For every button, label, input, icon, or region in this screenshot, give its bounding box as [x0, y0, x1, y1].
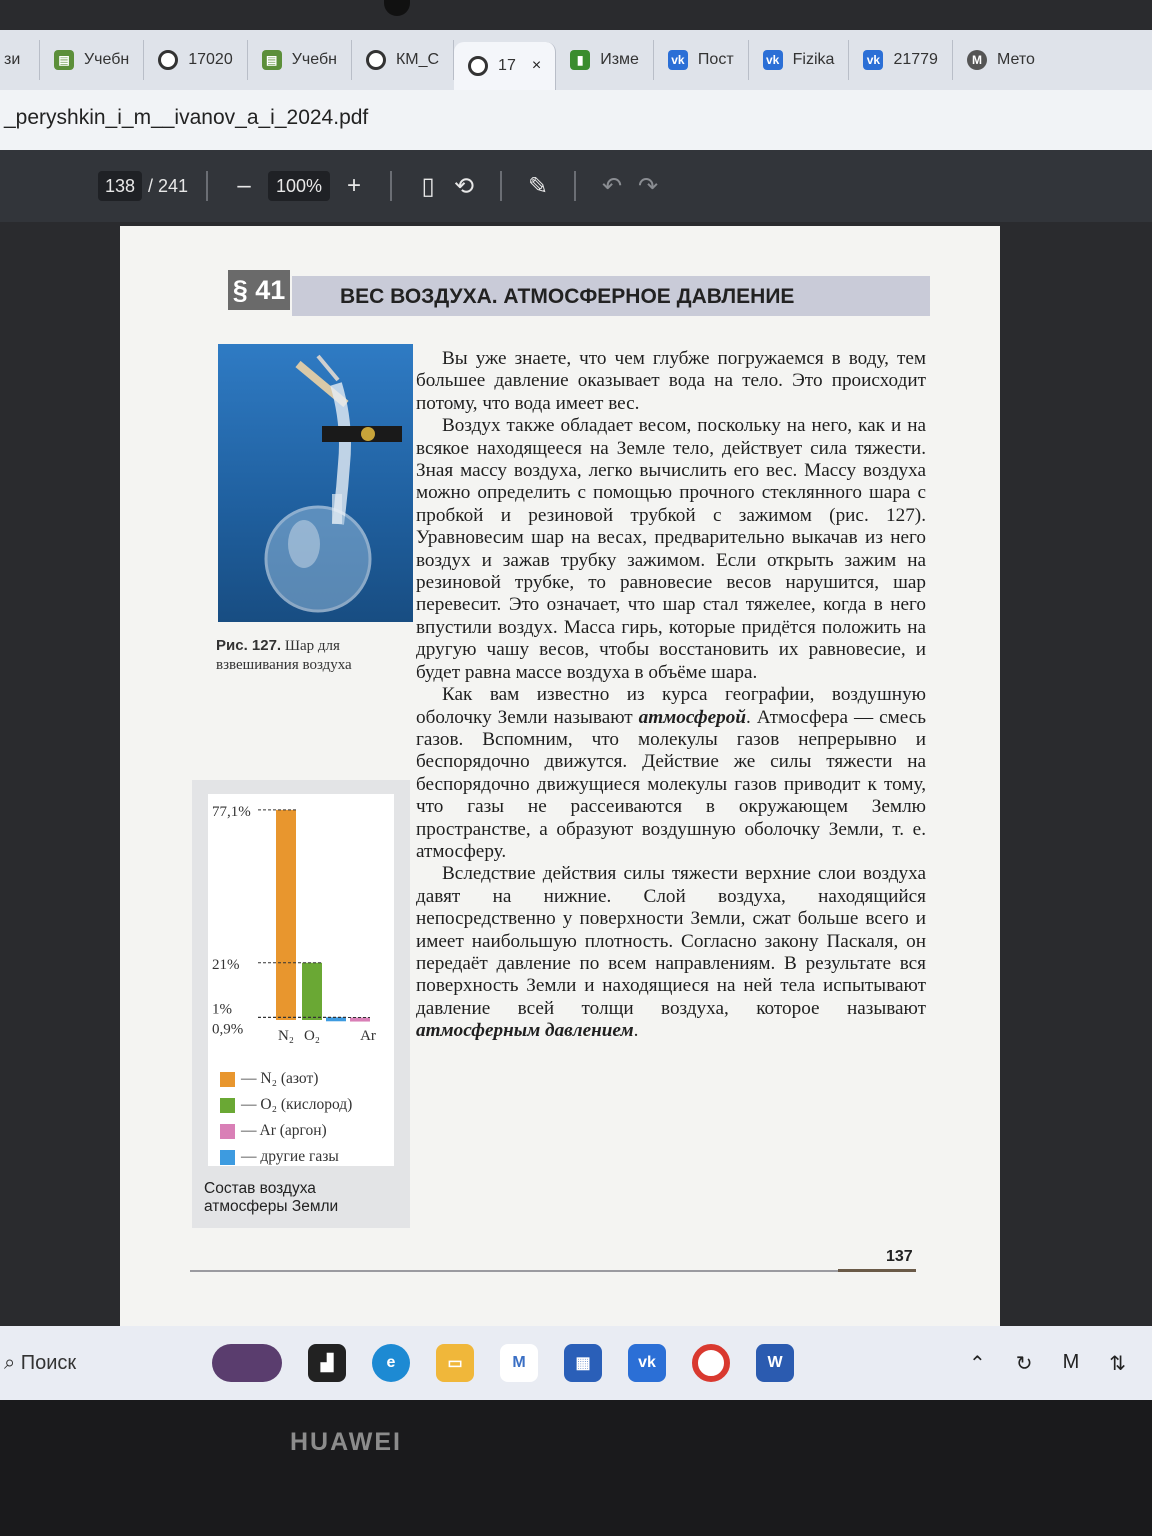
- flask-photo: [218, 344, 413, 622]
- bar-3: [350, 1018, 370, 1022]
- legend-label: — N₂ (азот): [241, 1070, 319, 1087]
- chrome-icon[interactable]: [692, 1344, 730, 1382]
- fit-page-icon[interactable]: ▯: [421, 172, 435, 200]
- system-tray: [969, 1351, 1126, 1376]
- category-label-3: Ar: [360, 1028, 376, 1044]
- vk-icon: vk: [668, 50, 688, 70]
- tab-0-label: зи: [4, 51, 21, 68]
- paragraph-3: [416, 684, 926, 863]
- tab-3-label: Учебн: [291, 51, 337, 68]
- tab-4-label: КМ_С: [395, 51, 440, 68]
- document-title-bar: [0, 90, 1152, 150]
- undo-icon[interactable]: ↶: [601, 172, 623, 200]
- taskbar-apps: [212, 1344, 794, 1382]
- tick-label-3: 0,9%: [212, 1021, 244, 1038]
- vk-icon: vk: [763, 50, 783, 70]
- tab-6[interactable]: [556, 40, 654, 80]
- tab-2-label: 17020: [188, 51, 233, 68]
- tick-label-1: 21%: [212, 956, 240, 973]
- tab-9-label: 21779: [893, 51, 938, 68]
- draw-icon[interactable]: ✎: [527, 172, 549, 200]
- taskbar: [0, 1326, 1152, 1400]
- mm-tray-icon[interactable]: M: [1062, 1350, 1080, 1373]
- legend-swatch-ar: [220, 1124, 235, 1139]
- mm-icon[interactable]: M: [500, 1344, 538, 1382]
- legend-label: — O₂ (кислород): [241, 1096, 353, 1113]
- zoom-out-button[interactable]: –: [237, 172, 251, 199]
- category-label-0: N₂: [277, 1028, 295, 1044]
- tab-6-label: Изме: [600, 51, 639, 68]
- toolbar-divider: [206, 171, 208, 201]
- tab-3[interactable]: [248, 40, 352, 80]
- tab-5-label: 17: [498, 57, 516, 74]
- globe-icon: [366, 50, 386, 70]
- book-icon: ▤: [262, 50, 282, 70]
- tab-5-active[interactable]: [454, 42, 556, 90]
- device-brand: HUAWEI: [290, 1428, 402, 1456]
- tab-1[interactable]: [40, 40, 144, 80]
- chevron-up-icon[interactable]: ⌃: [969, 1352, 986, 1375]
- vk-app-icon[interactable]: vk: [628, 1344, 666, 1382]
- chart-caption: Состав воздуха атмосферы Земли: [204, 1180, 339, 1215]
- tab-7[interactable]: [654, 40, 749, 80]
- settings-icon[interactable]: ⇅: [1109, 1352, 1126, 1375]
- browser-tab-strip: [0, 30, 1152, 90]
- tick-label-2: 1%: [212, 1001, 232, 1018]
- search-label: Поиск: [20, 1351, 77, 1374]
- tab-10[interactable]: [953, 40, 1049, 80]
- figure-caption-text: Шар для взвешивания воздуха: [216, 638, 352, 673]
- figure-caption-label: Рис. 127.: [216, 637, 282, 654]
- tab-8-label: Fizika: [792, 51, 835, 68]
- legend-item: [220, 1066, 352, 1092]
- tab-8[interactable]: [749, 40, 850, 80]
- vk-icon: vk: [863, 50, 883, 70]
- paragraph-2: Воздух также обладает весом, поскольку на него, как и на всякое находящееся на Земле тело, действует сила тяжести. Зная массу воздуха, легко вычислить его вес. Массу воздуха можно определить с помощью прочного стеклянного шара с пробкой и резиновой трубкой с зажимом (рис. 127). Уравновесим шар на весах, предварительно выкачав из него воздух и зажав трубку зажимом. Если открыть зажим на резиновой трубке, то равновесие весов нарушится, шар перевесит. Это означает, что шар стал тяжелее, когда в него впустили воздух. Масса гирь, которые придётся положить на другую чашу весов, чтобы восстановить их равновесие, и будет равна массе воздуха в объёме шара.: [416, 415, 926, 683]
- tab-7-label: Пост: [697, 51, 734, 68]
- redo-icon[interactable]: ↷: [637, 172, 659, 200]
- paragraph-1: Вы уже знаете, что чем глубже погружаемся в воду, тем большее давление оказывает вода на тело. Это происходит потому, что вода имеет вес.: [416, 348, 926, 414]
- legend-item: [220, 1144, 352, 1170]
- page-number-input[interactable]: 138: [98, 171, 142, 201]
- section-header: [228, 270, 930, 330]
- figure-caption: [216, 636, 416, 675]
- store-icon[interactable]: ▦: [564, 1344, 602, 1382]
- tab-2[interactable]: [144, 40, 248, 80]
- legend-swatch-o2: [220, 1098, 235, 1113]
- pdf-toolbar: [0, 150, 1152, 222]
- legend-swatch-other: [220, 1150, 235, 1165]
- flask-illustration: [218, 344, 413, 622]
- close-tab-icon[interactable]: ×: [531, 57, 542, 74]
- toolbar-divider: [574, 171, 576, 201]
- rotate-icon[interactable]: ⟲: [453, 172, 475, 200]
- bar-0: [276, 810, 296, 1020]
- globe-icon: [158, 50, 178, 70]
- main-text: [416, 348, 926, 1043]
- page-total: / 241: [148, 175, 189, 196]
- page-number: 137: [886, 1248, 913, 1265]
- zoom-level-input[interactable]: 100%: [268, 171, 330, 201]
- word-icon[interactable]: W: [756, 1344, 794, 1382]
- air-composition-chart: [208, 794, 394, 1054]
- paragraph-4: [416, 863, 926, 1042]
- legend-swatch-n2: [220, 1072, 235, 1087]
- legend-label: — другие газы: [241, 1148, 339, 1165]
- widgets-icon[interactable]: [212, 1344, 282, 1382]
- search-icon: ⌕: [4, 1351, 16, 1374]
- tab-1-label: Учебн: [84, 51, 130, 68]
- p4-text-b: .: [633, 1020, 639, 1042]
- legend-label: — Ar (аргон): [241, 1122, 327, 1139]
- tab-0[interactable]: [0, 40, 40, 80]
- chart-legend: [220, 1066, 352, 1170]
- p4-text-a: Вследствие действия силы тяжести верхние слои воздуха давят на нижние. Слой воздуха, находящийся непосредственно у поверхности Земли, сжат больше всего и имеет наибольшую плотность. Согласно закону Паскаля, он передаёт давление по всем направлениям. В результате вся поверхность Земли и находящиеся на ней тела испытывают давление всей толщи воздуха, которое называют: [416, 863, 926, 1019]
- terminal-icon[interactable]: ▟: [308, 1344, 346, 1382]
- p3-text-a: Как вам известно из курса географии, воздушную оболочку Земли называют: [416, 684, 926, 728]
- air-composition-figure: [192, 780, 410, 1228]
- page-footer-line: [190, 1270, 838, 1272]
- explorer-icon[interactable]: ▭: [436, 1344, 474, 1382]
- taskbar-search[interactable]: [0, 1352, 200, 1375]
- tab-4[interactable]: [352, 40, 454, 80]
- bar-1: [302, 963, 322, 1020]
- tab-10-label: Мето: [996, 51, 1035, 68]
- zoom-in-button[interactable]: +: [347, 172, 362, 199]
- camera: [384, 0, 410, 16]
- category-label-1: O₂: [303, 1028, 321, 1044]
- toolbar-divider: [390, 171, 392, 201]
- chart-area: [208, 794, 394, 1166]
- sheet-icon: ▮: [570, 50, 590, 70]
- metodist-icon: M: [967, 50, 987, 70]
- term-atmospheric-pressure: атмосферным давлением: [416, 1020, 634, 1042]
- toolbar-divider: [500, 171, 502, 201]
- edge-icon[interactable]: e: [372, 1344, 410, 1382]
- document-title: _peryshkin_i_m__ivanov_a_i_2024.pdf: [4, 106, 369, 129]
- pdf-page: [120, 226, 1000, 1326]
- legend-item: [220, 1092, 352, 1118]
- section-title: ВЕС ВОЗДУХА. АТМОСФЕРНОЕ ДАВЛЕНИЕ: [292, 276, 930, 316]
- section-number: § 41: [228, 270, 290, 310]
- term-atmosphere: атмосферой: [638, 706, 747, 728]
- tab-9[interactable]: [849, 40, 953, 80]
- legend-item: [220, 1118, 352, 1144]
- book-icon: ▤: [54, 50, 74, 70]
- sync-icon[interactable]: ↻: [1015, 1352, 1033, 1375]
- page-footer-accent: [838, 1269, 916, 1272]
- p3-text-b: . Атмосфера — смесь газов. Вспомним, что молекулы газов непрерывно и беспорядочно движутся. Действие же силы тяжести на беспорядочно движущиеся молекулы газов приводит к тому, что газы не рассеиваются в окружающем Землю пространстве, а образуют воздушную оболочку Земли, т. е. атмосферу.: [416, 706, 927, 862]
- tick-label-0: 77,1%: [212, 803, 251, 820]
- globe-icon: [468, 56, 488, 76]
